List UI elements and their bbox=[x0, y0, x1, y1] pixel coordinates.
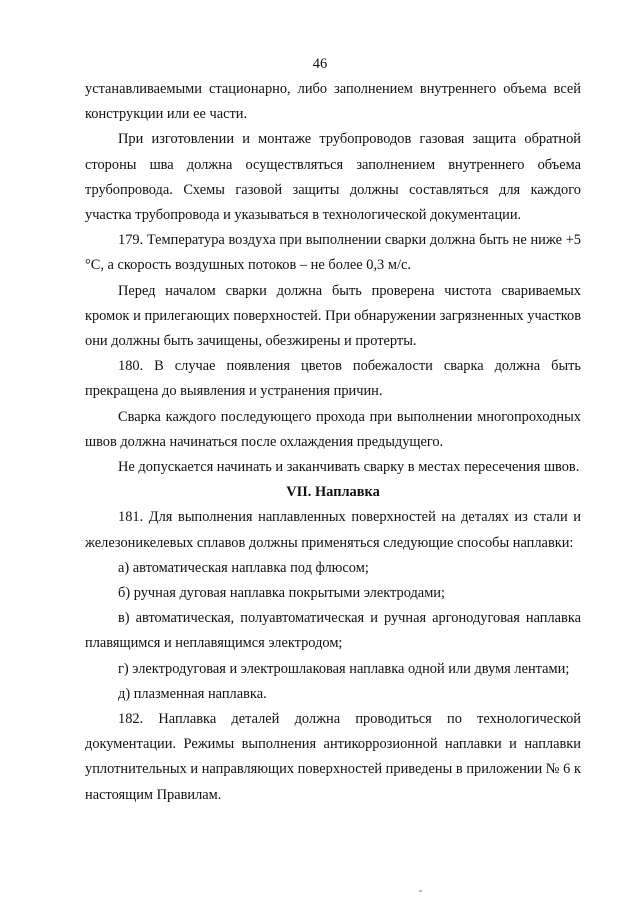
paragraph-180: 180. В случае появления цветов побежалости сварка должна быть прекращена до выявления и устранения причин. bbox=[85, 358, 581, 400]
list-item-d: д) плазменная наплавка. bbox=[118, 685, 267, 702]
page-number: 46 bbox=[312, 56, 328, 72]
paragraph-gas-protection: При изготовлении и монтаже трубопроводов газовая защита обратной стороны шва должна осуществляться заполнением внутреннего объема трубопровода. Схемы газовой защиты должны составляться для каждого участка трубопровода и указываться в технологической документации. bbox=[85, 131, 581, 224]
section-heading: VII. Наплавка bbox=[286, 484, 380, 501]
list-item-g: г) электродуговая и электрошлаковая наплавка одной или двумя лентами; bbox=[118, 660, 570, 677]
paragraph-continuation: устанавливаемыми стационарно, либо заполнением внутреннего объема всей конструкции или ее части. bbox=[85, 81, 581, 123]
list-item-b: б) ручная дуговая наплавка покрытыми электродами; bbox=[118, 585, 445, 602]
list-item-v: в) автоматическая, полуавтоматическая и ручная аргонодуговая наплавка плавящимся и неплавящимся электродом; bbox=[85, 610, 581, 652]
paragraph-intersections: Не допускается начинать и заканчивать сварку в местах пересечения швов. bbox=[118, 459, 580, 476]
paragraph-182: 182. Наплавка деталей должна проводиться по технологической документации. Режимы выполнения антикоррозионной наплавки и наплавки уплотнительных и направляющих поверхностей приведены в приложении № 6 к настоящим Правилам. bbox=[85, 711, 581, 803]
paragraph-179: 179. Температура воздуха при выполнении сварки должна быть не ниже +5 °С, а скорость воздушных потоков – не более 0,3 м/с. bbox=[85, 232, 581, 274]
scan-speck bbox=[419, 890, 422, 892]
paragraph-multipass: Сварка каждого последующего прохода при выполнении многопроходных швов должна начинаться после охлаждения предыдущего. bbox=[85, 408, 581, 450]
paragraph-181: 181. Для выполнения наплавленных поверхностей на деталях из стали и железоникелевых сплавов должны применяться следующие способы наплавки: bbox=[85, 509, 581, 551]
document-body bbox=[85, 77, 581, 808]
list-item-a: а) автоматическая наплавка под флюсом; bbox=[118, 559, 369, 576]
paragraph-edge-cleaning: Перед началом сварки должна быть проверена чистота свариваемых кромок и прилегающих поверхностей. При обнаружении загрязненных участков они должны быть зачищены, обезжирены и протерты. bbox=[85, 282, 581, 350]
